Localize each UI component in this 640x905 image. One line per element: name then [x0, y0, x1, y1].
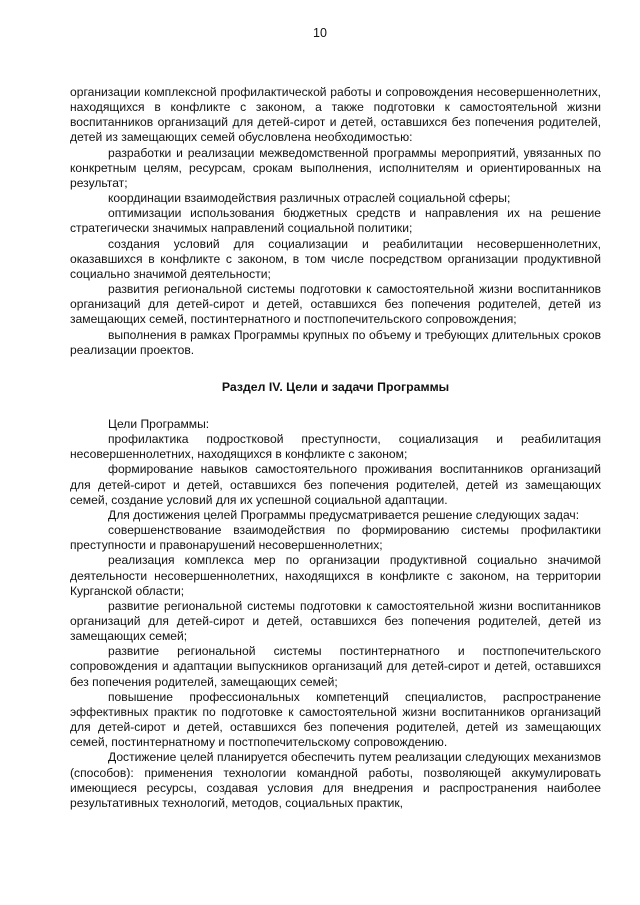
paragraph-block-context [70, 85, 601, 358]
paragraph: реализация комплекса мер по организации продуктивной социально значимой деятельности несовершеннолетних, находящихся в конфликте с законом, на территории Курганской области; [70, 553, 601, 598]
paragraph: Для достижения целей Программы предусматривается решение следующих задач: [108, 507, 580, 522]
document-body [70, 85, 601, 811]
paragraph: развитие региональной системы постинтернатного и постпопечительского сопровождения и адаптации выпускников организаций для детей-сирот и детей, оставшихся без попечения родителей, замещающих семей; [70, 644, 601, 689]
paragraph: оптимизации использования бюджетных средств и направления их на решение стратегически значимых направлений социальной политики; [70, 206, 601, 236]
paragraph: профилактика подростковой преступности, социализация и реабилитация несовершеннолетних, находящихся в конфликте с законом; [70, 432, 601, 462]
paragraph-block-goals [70, 417, 601, 811]
paragraph: Достижение целей планируется обеспечить путем реализации следующих механизмов (способов): применения технологии командной работы, позволяющей аккумулировать имеющиеся ресурсы, создавая условия для внедрения и распространения наиболее результативных технологий, методов, социальных практик, [70, 750, 601, 810]
paragraph: развития региональной системы подготовки к самостоятельной жизни воспитанников организаций для детей-сирот и детей, оставшихся без попечения родителей, детей из замещающих семей, постинтернатного и постпопечительского сопровождения; [70, 282, 601, 327]
paragraph: повышение профессиональных компетенций специалистов, распространение эффективных практик по подготовке к самостоятельной жизни воспитанников организаций для детей-сирот и детей, оставшихся без попечения родителей, детей из замещающих семей, постинтернатному и постпопечительскому сопровождению. [70, 689, 601, 750]
paragraph: организации комплексной профилактической работы и сопровождения несовершеннолетних, находящихся в конфликте с законом, а также подготовки к самостоятельной жизни воспитанников организаций для детей-сирот и детей, оставшихся без попечения родителей, детей из замещающих семей обусловлена необходимостью: [70, 85, 601, 145]
page-number: 10 [313, 26, 327, 40]
paragraph: разработки и реализации межведомственной программы мероприятий, увязанных по конкретным целям, ресурсам, срокам выполнения, исполнителям и ориентированных на результат; [70, 145, 601, 190]
paragraph: создания условий для социализации и реабилитации несовершеннолетних, оказавшихся в конфликте с законом, в том числе посредством организации продуктивной социально значимой деятельности; [70, 236, 601, 281]
paragraph: формирование навыков самостоятельного проживания воспитанников организаций для детей-сирот и детей, оставшихся без попечения родителей, детей из замещающих семей, создание условий для их успешной социальной адаптации. [70, 462, 601, 507]
section-heading: Раздел IV. Цели и задачи Программы [221, 379, 450, 394]
paragraph: координации взаимодействия различных отраслей социальной сферы; [108, 191, 511, 206]
paragraph: развитие региональной системы подготовки к самостоятельной жизни воспитанников организаций для детей-сирот и детей, оставшихся без попечения родителей, детей из замещающих семей; [70, 598, 601, 644]
paragraph: Цели Программы: [108, 416, 210, 431]
paragraph: выполнения в рамках Программы крупных по объему и требующих длительных сроков реализации проектов. [70, 327, 601, 357]
paragraph: совершенствование взаимодействия по формированию системы профилактики преступности и правонарушений несовершеннолетних; [70, 523, 601, 553]
